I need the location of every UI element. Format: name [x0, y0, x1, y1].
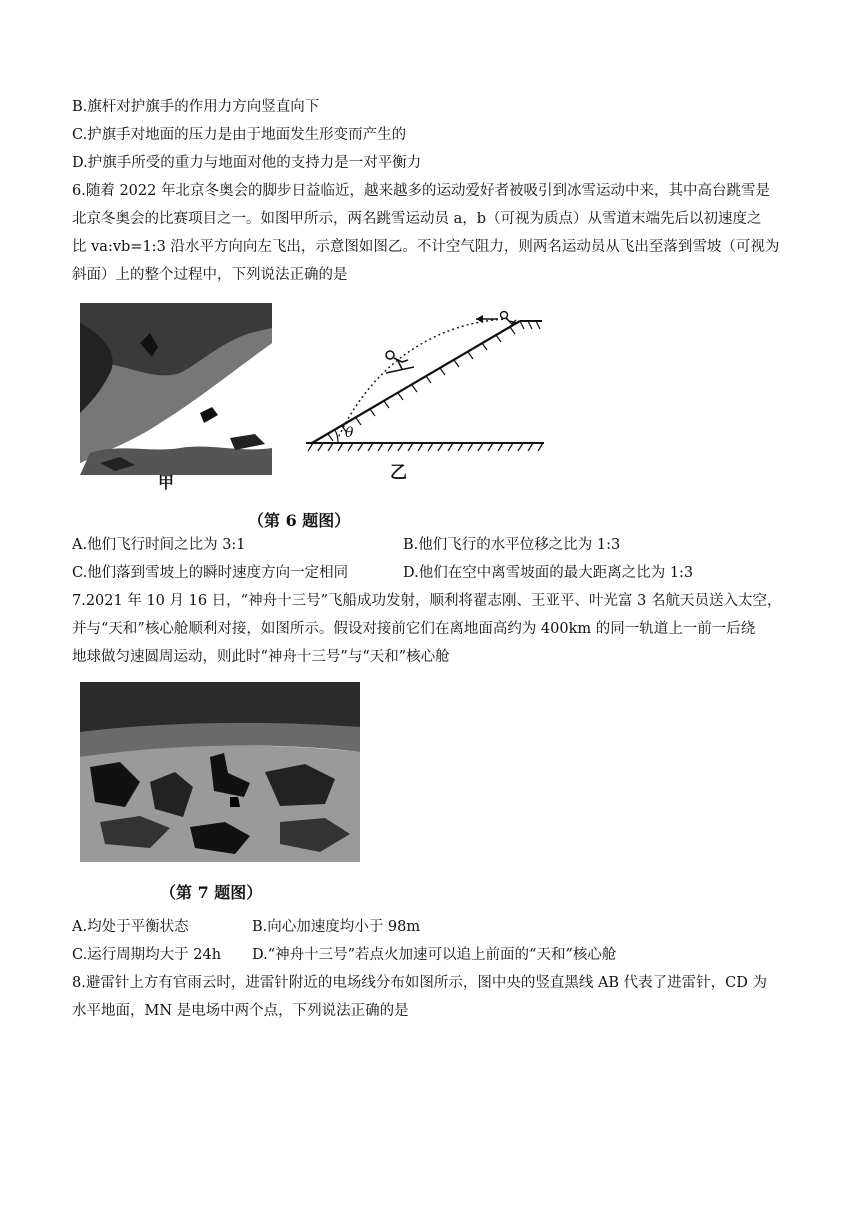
q6-figure-yi-label: 乙	[390, 463, 407, 483]
q6-stem-line-2: 北京冬奥会的比赛项目之一。如图甲所示，两名跳雪运动员 a，b（可视为质点）从雪道末端先后以初速度之	[72, 211, 762, 227]
q7-stem-line-1: 7.2021 年 10 月 16 日，“神舟十三号”飞船成功发射，顺利将翟志刚、王亚平、叶光富 3 名航天员送入太空，	[72, 593, 782, 609]
q7-option-c: C.运行周期均大于 24h	[72, 947, 222, 963]
q8-stem-line-2: 水平地面，MN 是电场中两个点，下列说法正确的是	[72, 1003, 409, 1019]
q7-stem-line-3: 地球做匀速圆周运动，则此时“神舟十三号”与“天和”核心舱	[72, 649, 450, 665]
q6-option-c: C.他们落到雪坡上的瞬时速度方向一定相同	[72, 565, 349, 581]
q7-option-d: D.“神舟十三号”若点火加速可以追上前面的“天和”核心舱	[252, 947, 617, 963]
q6-figure-yi-diagram	[298, 303, 548, 485]
q7-figure-photo	[80, 682, 360, 862]
q5-option-c: C.护旗手对地面的压力是由于地面发生形变而产生的	[72, 127, 407, 143]
q7-option-a: A.均处于平衡状态	[72, 919, 189, 935]
q6-option-b: B.他们飞行的水平位移之比为 1:3	[403, 537, 621, 553]
q6-stem-line-3: 比 va:vb=1:3 沿水平方向向左飞出，示意图如图乙。不计空气阻力，则两名运动员从飞出至落到雪坡（可视为	[72, 239, 780, 255]
q6-option-d: D.他们在空中离雪坡面的最大距离之比为 1:3	[403, 565, 694, 581]
q5-option-d: D.护旗手所受的重力与地面对他的支持力是一对平衡力	[72, 155, 422, 171]
q5-option-b: B.旗杆对护旗手的作用力方向竖直向下	[72, 99, 320, 115]
q7-option-b: B.向心加速度均小于 98m	[252, 919, 421, 935]
q6-figure-jia-label: 甲	[158, 473, 175, 492]
q7-figure-caption: （第 7 题图）	[160, 883, 263, 902]
q6-stem-line-4: 斜面）上的整个过程中，下列说法正确的是	[72, 267, 348, 283]
q6-figure-caption: （第 6 题图）	[248, 511, 351, 530]
q8-stem-line-1: 8.避雷针上方有官雨云时，进雷针附近的电场线分布如图所示，图中央的竖直黑线 AB 代表了进雷针，CD 为	[72, 975, 768, 991]
q6-angle-theta: θ	[345, 425, 354, 441]
q6-stem-line-1: 6.随着 2022 年北京冬奥会的脚步日益临近，越来越多的运动爱好者被吸引到冰雪运动中来，其中高台跳雪是	[72, 183, 770, 199]
q7-stem-line-2: 并与“天和”核心舱顺利对接，如图所示。假设对接前它们在离地面高约为 400km 的同一轨道上一前一后绕	[72, 621, 756, 637]
q6-option-a: A.他们飞行时间之比为 3:1	[72, 537, 246, 553]
q6-figure-jia-photo	[80, 303, 272, 475]
